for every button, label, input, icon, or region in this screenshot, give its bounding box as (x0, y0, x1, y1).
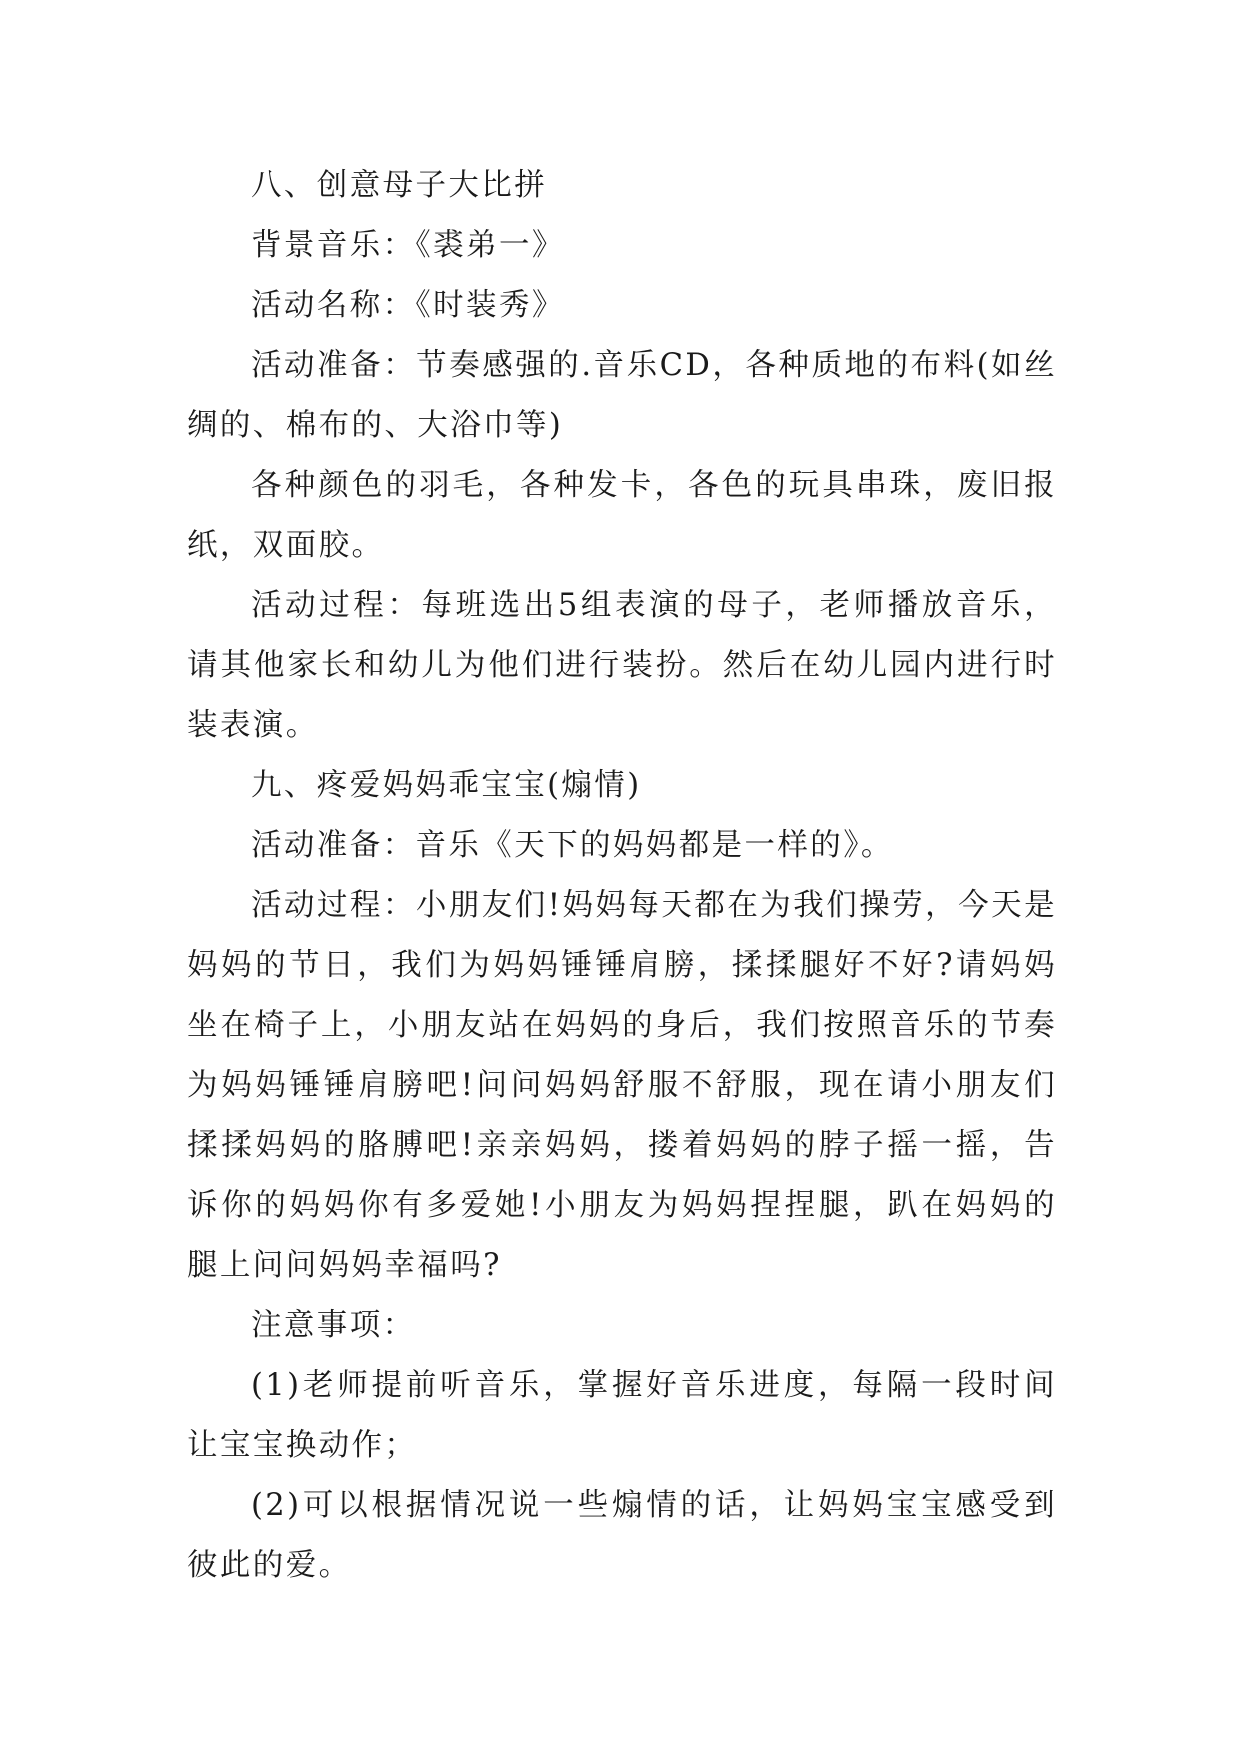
document-body (187, 156, 1057, 1596)
notes-heading: 注意事项： (251, 1308, 416, 1343)
activity-preparation-paragraph-2: 活动准备：音乐《天下的妈妈都是一样的》。 (251, 828, 894, 863)
note-item-2: (2)可以根据情况说一些煽情的话，让妈妈宝宝感受到彼此的爱。 (187, 1488, 1057, 1583)
materials-paragraph: 各种颜色的羽毛，各种发卡，各色的玩具串珠，废旧报纸，双面胶。 (187, 468, 1057, 563)
activity-name-line: 活动名称：《时装秀》 (251, 288, 565, 323)
background-music-line: 背景音乐：《裘弟一》 (251, 228, 565, 263)
activity-process-paragraph: 活动过程：每班选出5组表演的母子，老师播放音乐，请其他家长和幼儿为他们进行装扮。然后在幼儿园内进行时装表演。 (187, 588, 1057, 743)
activity-preparation-paragraph: 活动准备：节奏感强的.音乐CD，各种质地的布料(如丝绸的、棉布的、大浴巾等) (187, 348, 1057, 443)
note-item-1: (1)老师提前听音乐，掌握好音乐进度，每隔一段时间让宝宝换动作； (187, 1368, 1057, 1463)
section-heading-8: 八、创意母子大比拼 (251, 168, 548, 203)
section-heading-9: 九、疼爱妈妈乖宝宝(煽情) (251, 768, 642, 803)
activity-process-paragraph-2: 活动过程：小朋友们!妈妈每天都在为我们操劳，今天是妈妈的节日，我们为妈妈锤锤肩膀，揉揉腿好不好?请妈妈坐在椅子上，小朋友站在妈妈的身后，我们按照音乐的节奏为妈妈锤锤肩膀吧!问问妈妈舒服不舒服，现在请小朋友们揉揉妈妈的胳膊吧!亲亲妈妈，搂着妈妈的脖子摇一摇，告诉你的妈妈你有多爱她!小朋友为妈妈捏捏腿，趴在妈妈的腿上问问妈妈幸福吗? (187, 888, 1057, 1283)
